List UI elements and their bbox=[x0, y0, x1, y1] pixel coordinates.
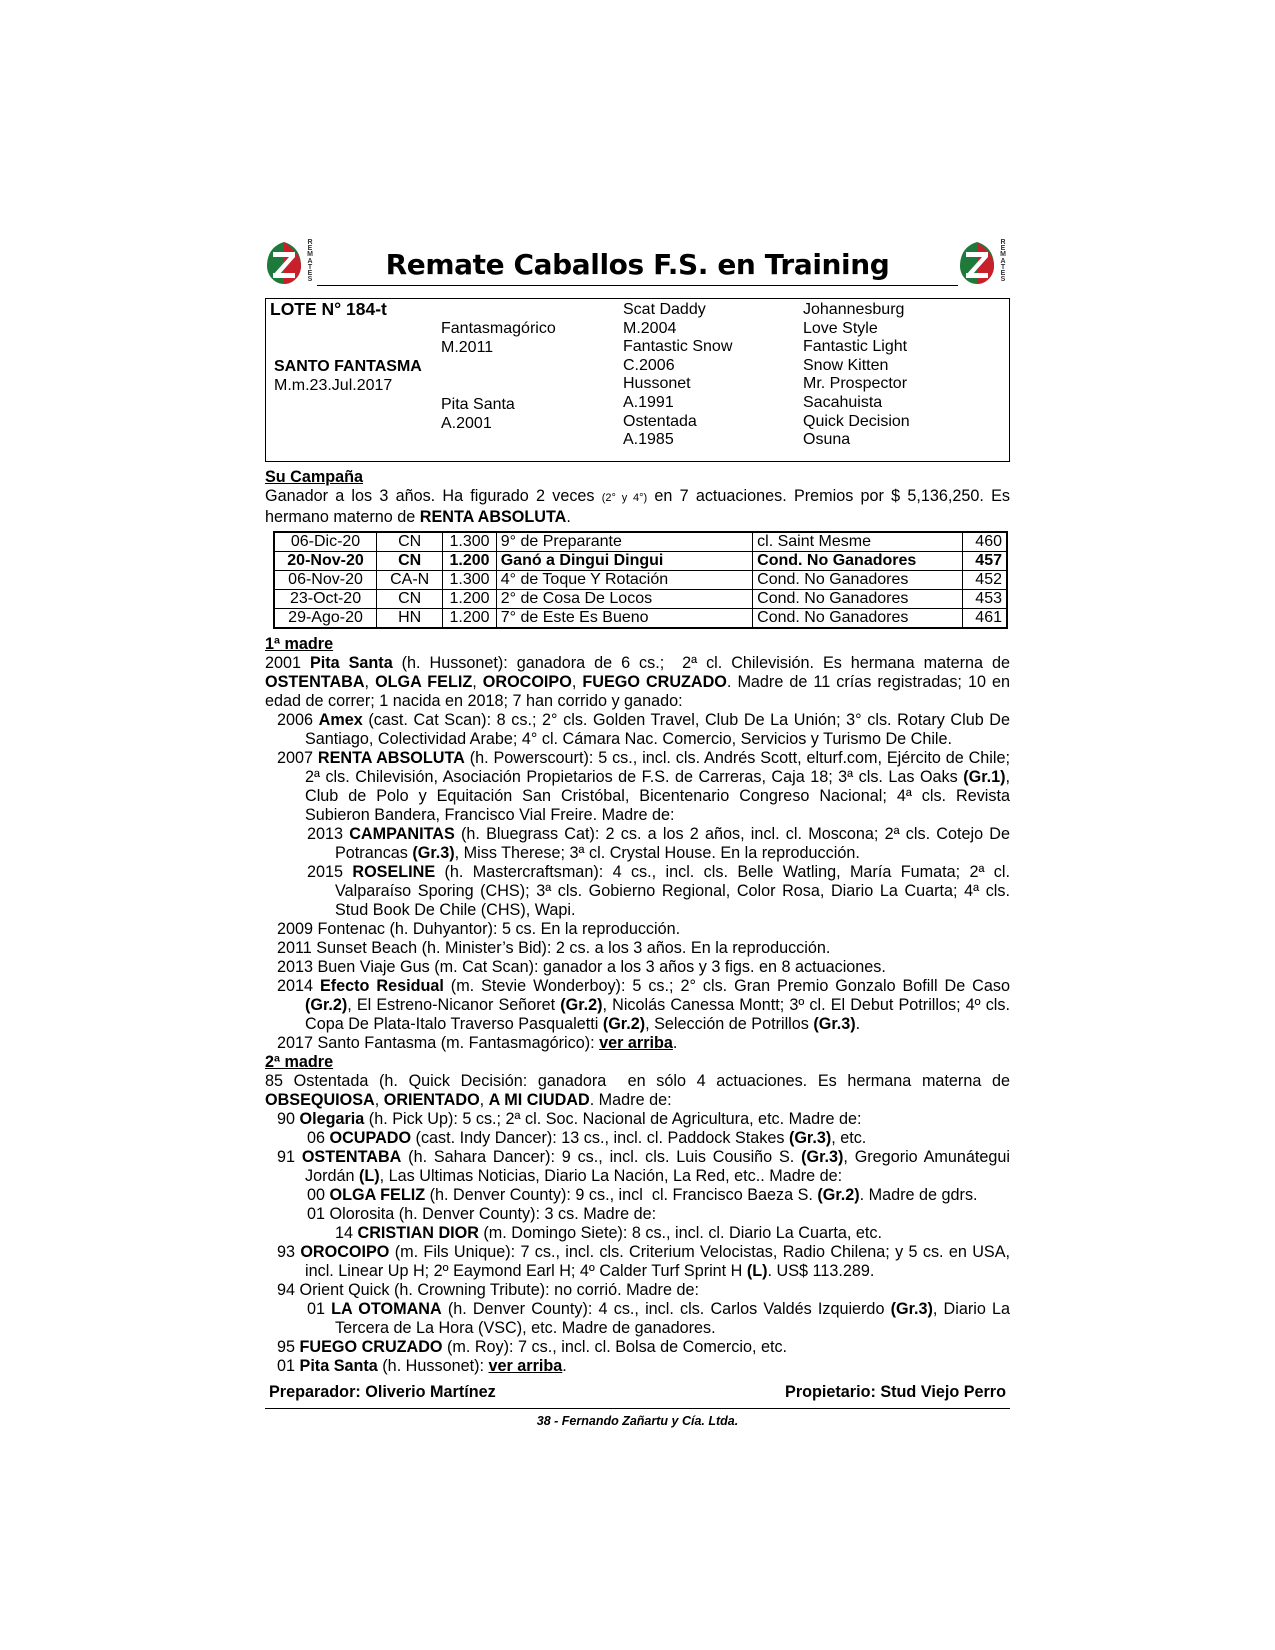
great-grandparent-cell: Johannesburg bbox=[803, 301, 905, 318]
madre1-heading: 1ª madre bbox=[265, 635, 334, 653]
offspring-entry: 94 Orient Quick (h. Crowning Tribute): no corrió. Madre de: bbox=[277, 1281, 699, 1299]
great-grandparent-cell: Love Style bbox=[803, 319, 878, 337]
madre1-offspring-list bbox=[265, 711, 1010, 1053]
logo-letters: R E M A T E S bbox=[307, 239, 313, 284]
header bbox=[265, 240, 1010, 292]
offspring-entry: 91 OSTENTABA (h. Sahara Dancer): 9 cs., incl. cls. Luis Cousiño S. (Gr.3), Gregorio Amunátegui Jordán (L), Las Ultimas Noticias, Diario La Nación, La Red, etc.. Madre de: bbox=[277, 1148, 1010, 1185]
offspring-entry: 2015 ROSELINE (h. Mastercraftsman): 4 cs., incl. cls. Belle Watling, María Fumata; 2ª cl. Valparaíso Sporing (CHS); 3ª cls. Gobierno Regional, Color Rosa, Diario La Cuarta; 4ª cls. Stud Book De Chile (CHS), Wapi. bbox=[307, 863, 1010, 919]
dam-name: Pita Santa bbox=[441, 396, 515, 413]
campaign-heading: Su Campaña bbox=[265, 468, 364, 486]
race-result: 4° de Toque Y Rotación bbox=[496, 571, 752, 590]
madre2-intro: 85 Ostentada (h. Quick Decisión: ganadora en sólo 4 actuaciones. Es hermana materna de OBSEQUIOSA, ORIENTADO, A MI CIUDAD. Madre de: bbox=[265, 1072, 1010, 1109]
logo-letters: R E M A T E S bbox=[1000, 239, 1006, 284]
great-grandparent-cell: Osuna bbox=[803, 431, 851, 449]
grandparent-cell: Ostentada bbox=[623, 412, 697, 430]
race-track: CN bbox=[377, 590, 443, 609]
race-cls: Cond. No Ganadores bbox=[753, 552, 962, 571]
page-title: Remate Caballos F.S. en Training bbox=[385, 248, 890, 281]
race-row bbox=[274, 590, 1007, 609]
offspring-entry: 2013 CAMPANITAS (h. Bluegrass Cat): 2 cs. a los 2 años, incl. cl. Moscona; 2ª cls. Cotejo De Potrancas (Gr.3), Miss Therese; 3ª cl. Crystal House. En la reproducción. bbox=[307, 825, 1011, 862]
race-table bbox=[273, 531, 1008, 629]
race-weight: 453 bbox=[962, 590, 1007, 609]
madre2-heading: 2ª madre bbox=[265, 1053, 334, 1071]
race-track: CA-N bbox=[377, 571, 443, 590]
race-date: 20-Nov-20 bbox=[274, 552, 377, 571]
grandparent-cell: Hussonet bbox=[623, 375, 691, 393]
propietario: Propietario: Stud Viejo Perro bbox=[785, 1383, 1006, 1401]
race-weight: 461 bbox=[962, 609, 1007, 629]
campaign-text-small: (2° y 4°) bbox=[601, 492, 648, 504]
campaign-text-2: en 7 actuaciones. Premios por $ 5,136,250. Es hermano materno de bbox=[265, 487, 1010, 526]
campaign-sibling: RENTA ABSOLUTA bbox=[419, 508, 567, 526]
footer-names bbox=[265, 1382, 1010, 1402]
offspring-entry: 2009 Fontenac (h. Duhyantor): 5 cs. En la reproducción. bbox=[277, 920, 681, 938]
grandparent-cell: A.1991 bbox=[623, 394, 674, 411]
race-cls: cl. Saint Mesme bbox=[753, 532, 962, 552]
offspring-entry: 95 FUEGO CRUZADO (m. Roy): 7 cs., incl. cl. Bolsa de Comercio, etc. bbox=[277, 1338, 788, 1356]
sire-name: Fantasmagórico bbox=[441, 320, 556, 337]
race-result: 2° de Cosa De Locos bbox=[496, 590, 752, 609]
sire-info: M.2011 bbox=[441, 339, 494, 356]
race-dist: 1.200 bbox=[443, 552, 496, 571]
race-weight: 460 bbox=[962, 532, 1007, 552]
document-page bbox=[265, 240, 1010, 1428]
race-track: CN bbox=[377, 532, 443, 552]
race-row bbox=[274, 532, 1007, 552]
race-cls: Cond. No Ganadores bbox=[753, 590, 962, 609]
great-grandparent-cell: Snow Kitten bbox=[803, 356, 889, 374]
race-date: 06-Nov-20 bbox=[274, 571, 377, 590]
race-row bbox=[274, 571, 1007, 590]
title-rule bbox=[317, 285, 958, 286]
race-weight: 457 bbox=[962, 552, 1007, 571]
offspring-entry: 2006 Amex (cast. Cat Scan): 8 cs.; 2° cls. Golden Travel, Club De La Unión; 3° cls. Rotary Club De Santiago, Colectividad Arabe; 4° cl. Cámara Nac. Comercio, Servicios y Turismo De Chile. bbox=[277, 711, 1010, 748]
remates-logo-right bbox=[958, 240, 1010, 288]
horse-name: SANTO FANTASMA bbox=[274, 358, 422, 375]
grandparent-cell: Fantastic Snow bbox=[623, 338, 733, 356]
grandparent-cell: M.2004 bbox=[623, 319, 677, 337]
madre1-intro: 2001 Pita Santa (h. Hussonet): ganadora de 6 cs.; 2ª cl. Chilevisión. Es hermana materna de OSTENTABA, OLGA FELIZ, OROCOIPO, FUEGO CRUZADO. Madre de 11 crías registradas; 10 en edad de correr; 1 nacida en 2018; 7 han corrido y ganado: bbox=[265, 654, 1011, 710]
race-dist: 1.300 bbox=[443, 571, 496, 590]
offspring-entry: 2013 Buen Viaje Gus (m. Cat Scan): ganador a los 3 años y 3 figs. en 8 actuaciones. bbox=[277, 958, 886, 976]
offspring-entry: 2011 Sunset Beach (h. Minister’s Bid): 2 cs. a los 3 años. En la reproducción. bbox=[277, 939, 831, 957]
race-dist: 1.200 bbox=[443, 609, 496, 629]
offspring-entry: 14 CRISTIAN DIOR (m. Domingo Siete): 8 cs., incl. cl. Diario La Cuarta, etc. bbox=[335, 1224, 882, 1242]
great-grandparent-cell: Mr. Prospector bbox=[803, 375, 908, 393]
offspring-entry: 93 OROCOIPO (m. Fils Unique): 7 cs., incl. cls. Criterium Velocistas, Radio Chilena; y 5 cs. en USA, incl. Linear Up H; 2º Eaymond Earl H; 4º Calder Turf Sprint H (L). US$ 113.289. bbox=[277, 1243, 1010, 1280]
dam-info: A.2001 bbox=[441, 415, 492, 432]
great-grandparent-cell: Sacahuista bbox=[803, 394, 883, 411]
campaign-text-end: . bbox=[566, 508, 571, 526]
offspring-entry: 06 OCUPADO (cast. Indy Dancer): 13 cs., incl. cl. Paddock Stakes (Gr.3), etc. bbox=[307, 1129, 867, 1147]
race-dist: 1.300 bbox=[443, 532, 496, 552]
race-result: 7° de Este Es Bueno bbox=[496, 609, 752, 629]
offspring-entry: 90 Olegaria (h. Pick Up): 5 cs.; 2ª cl. Soc. Nacional de Agricultura, etc. Madre de: bbox=[277, 1110, 862, 1128]
campaign-text bbox=[265, 487, 1010, 527]
madre2-offspring-list bbox=[265, 1110, 1010, 1376]
preparador: Preparador: Oliverio Martínez bbox=[269, 1383, 496, 1401]
offspring-entry: 2017 Santo Fantasma (m. Fantasmagórico): ver arriba. bbox=[277, 1034, 678, 1052]
race-dist: 1.200 bbox=[443, 590, 496, 609]
great-grandparent-cell: Fantastic Light bbox=[803, 338, 908, 356]
race-date: 06-Dic-20 bbox=[274, 532, 377, 552]
lote-number: LOTE N° 184-t bbox=[270, 299, 387, 319]
offspring-entry: 01 Pita Santa (h. Hussonet): ver arriba. bbox=[277, 1357, 567, 1375]
offspring-entry: 00 OLGA FELIZ (h. Denver County): 9 cs., incl cl. Francisco Baeza S. (Gr.2). Madre de gdrs. bbox=[307, 1186, 978, 1204]
grandparent-cell: C.2006 bbox=[623, 356, 675, 374]
race-weight: 452 bbox=[962, 571, 1007, 590]
campaign-text-1: Ganador a los 3 años. Ha figurado 2 veces bbox=[265, 487, 595, 505]
grandparent-cell: A.1985 bbox=[623, 431, 674, 449]
offspring-entry: 01 LA OTOMANA (h. Denver County): 4 cs., incl. cls. Carlos Valdés Izquierdo (Gr.3), Diario La Tercera de La Hora (VSC), etc. Madre de ganadores. bbox=[307, 1300, 1010, 1337]
race-row bbox=[274, 552, 1007, 571]
race-date: 29-Ago-20 bbox=[274, 609, 377, 629]
horse-info: M.m.23.Jul.2017 bbox=[274, 377, 393, 394]
grandparent-cell: Scat Daddy bbox=[623, 301, 706, 318]
pedigree-box bbox=[265, 298, 1010, 462]
race-cls: Cond. No Ganadores bbox=[753, 609, 962, 629]
offspring-entry: 2007 RENTA ABSOLUTA (h. Powerscourt): 5 cs., incl. cls. Andrés Scott, elturf.com, Ejército de Chile; 2ª cls. Chilevisión, Asociación Propietarios de F.S. de Carreras, Caja 18; 3ª cls. Las Oaks (Gr.1), Club de Polo y Equitación San Cristóbal, Bicentenario Congreso Nacional; 4ª cls. Revista Subieron Bandera, Francisco Vial Freire. Madre de: bbox=[277, 749, 1010, 824]
footer-rule bbox=[265, 1408, 1010, 1409]
footer-page-number: 38 - Fernando Zañartu y Cía. Ltda. bbox=[536, 1414, 739, 1428]
race-cls: Cond. No Ganadores bbox=[753, 571, 962, 590]
great-grandparent-cell: Quick Decision bbox=[803, 412, 910, 430]
race-date: 23-Oct-20 bbox=[274, 590, 377, 609]
race-row bbox=[274, 609, 1007, 629]
race-track: HN bbox=[377, 609, 443, 629]
offspring-entry: 01 Olorosita (h. Denver County): 3 cs. Madre de: bbox=[307, 1205, 657, 1223]
offspring-entry: 2014 Efecto Residual (m. Stevie Wonderboy): 5 cs.; 2° cls. Gran Premio Gonzalo Bofill De Caso (Gr.2), El Estreno-Nicanor Señoret (Gr.2), Nicolás Canessa Montt; 3º cl. El Debut Potrillos; 4º cls. Copa De Plata-Italo Traverso Pasqualetti (Gr.2), Selección de Potrillos (Gr.3). bbox=[277, 977, 1010, 1033]
race-result: Ganó a Dingui Dingui bbox=[496, 552, 752, 571]
race-result: 9° de Preparante bbox=[496, 532, 752, 552]
race-track: CN bbox=[377, 552, 443, 571]
